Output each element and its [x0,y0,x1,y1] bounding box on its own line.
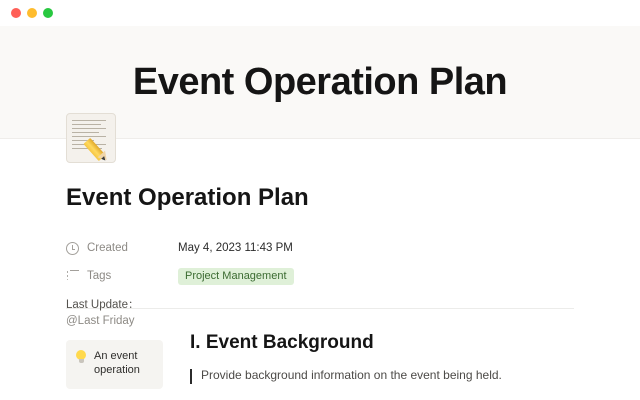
window-controls [11,8,53,18]
property-row-tags[interactable] [66,262,566,290]
page-properties [66,234,566,290]
status-badge[interactable]: Project Management [178,268,294,285]
title-bar [0,0,640,26]
property-value-created: May 4, 2023 11:43 PM [178,242,293,254]
zoom-button[interactable] [43,8,53,18]
lower-columns [0,298,640,389]
lightbulb-icon [75,350,87,364]
right-column [190,298,640,389]
quote-text: Provide background information on the event being held. [201,368,502,382]
clock-icon [66,242,79,255]
last-update-value[interactable]: @Last Friday [66,315,135,327]
callout-block[interactable] [66,340,163,389]
cover-title: Event Operation Plan [132,60,508,103]
callout-text: An event operation [94,350,140,376]
property-name-created: Created [87,242,128,254]
minimize-button[interactable] [27,8,37,18]
last-update-label: Last Update： [66,299,140,311]
document-body [0,138,640,309]
property-label-tags [66,270,178,283]
list-icon [66,270,79,283]
quote-bar [190,369,192,384]
page-title: Event Operation Plan [66,184,309,211]
section-quote [190,368,640,384]
section-heading: I. Event Background [190,332,374,353]
property-label-created [66,242,178,255]
property-value-tags [178,268,294,285]
close-button[interactable] [11,8,21,18]
property-row-created[interactable] [66,234,566,262]
left-column [66,298,176,389]
property-name-tags: Tags [87,270,112,282]
